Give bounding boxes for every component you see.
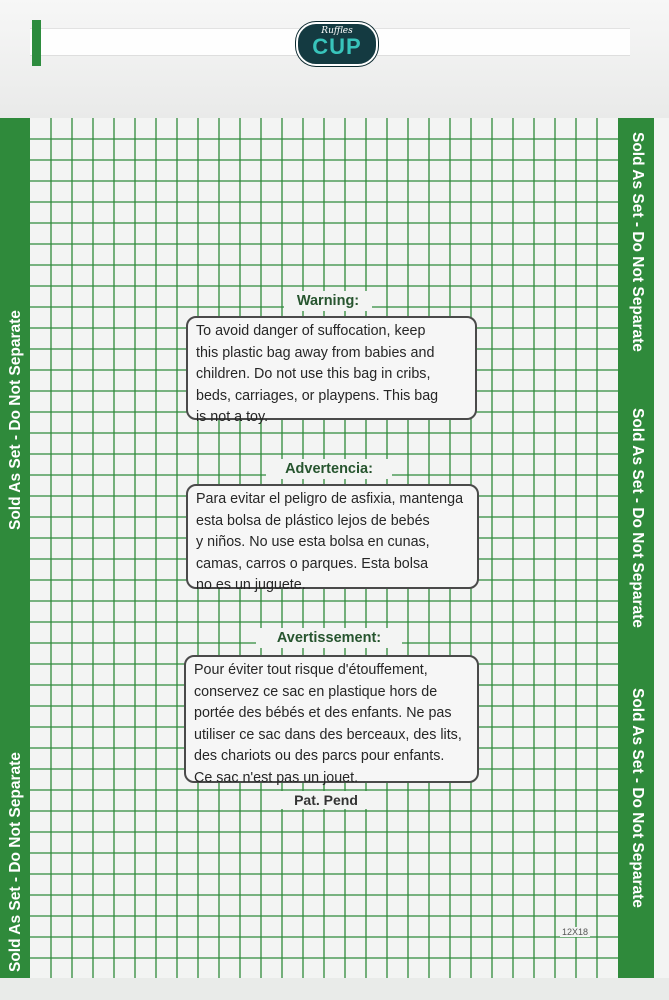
- logo-main-text: CUP: [312, 34, 362, 59]
- advertencia-box: Para evitar el peligro de asfixia, mantenga esta bolsa de plástico lejos de bebés y niños. No use esta bolsa en cunas, camas, carros o parques. Esta bolsa no es un juguete.: [186, 484, 479, 589]
- size-code: 12X18: [562, 927, 589, 937]
- bottom-band: [0, 978, 669, 1000]
- warning-heading: Warning:: [284, 291, 372, 311]
- side-text-right-3: Sold As Set - Do Not Separate: [629, 688, 646, 908]
- left-strip: [0, 118, 30, 978]
- warning-box: To avoid danger of suffocation, keep this plastic bag away from babies and children. Do not use this bag in cribs, beds, carriages, or playpens. This bag is not a toy.: [186, 316, 477, 420]
- patent-pending: Pat. Pend: [276, 791, 376, 809]
- avertissement-heading: Avertissement:: [256, 628, 402, 648]
- logo-top-text: Ruffles: [321, 26, 353, 36]
- side-text-left-1: Sold As Set - Do Not Separate: [7, 310, 24, 530]
- side-text-right-2: Sold As Set - Do Not Separate: [629, 408, 646, 628]
- side-text-right-1: Sold As Set - Do Not Separate: [629, 132, 646, 352]
- side-text-left-2: Sold As Set - Do Not Separate: [7, 752, 24, 972]
- advertencia-heading: Advertencia:: [266, 459, 392, 479]
- brand-logo: [296, 22, 378, 66]
- right-strip: [618, 118, 654, 978]
- avertissement-box: Pour éviter tout risque d'étouffement, conservez ce sac en plastique hors de portée des bébés et des enfants. Ne pas utiliser ce sac dans des berceaux, des lits, des chariots ou des parcs pour enfants. Ce sac n'est pas un jouet.: [184, 655, 479, 783]
